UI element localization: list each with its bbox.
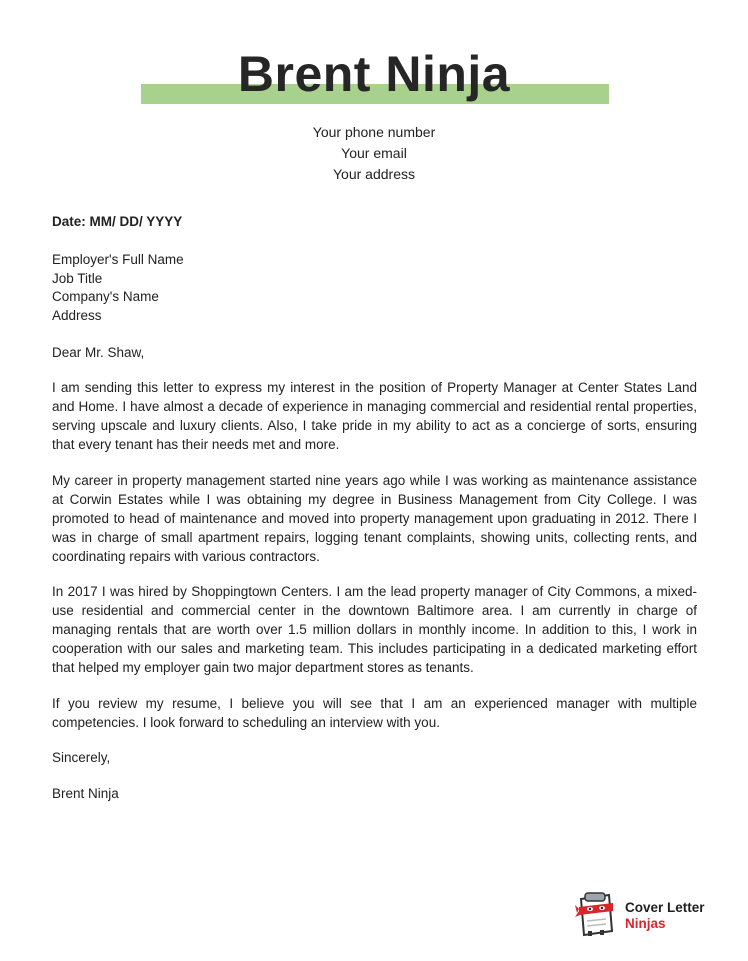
ninja-mascot-icon (575, 891, 619, 937)
letter-date: Date: MM/ DD/ YYYY (52, 214, 183, 229)
contact-phone: Your phone number (312, 124, 436, 140)
employer-block (52, 251, 184, 326)
logo-line-2: Ninjas (625, 916, 666, 931)
name-header (0, 44, 748, 108)
employer-address: Address (52, 308, 102, 324)
body-paragraph: If you review my resume, I believe you will see that I am an experienced manager with multiple competencies. I look forward to scheduling an interview with you. (52, 696, 697, 730)
contact-email: Your email (341, 145, 407, 161)
logo-wordmark (625, 900, 705, 932)
salutation: Dear Mr. Shaw, (52, 345, 145, 360)
signature: Brent Ninja (52, 786, 119, 801)
logo-line-1: Cover Letter (625, 900, 705, 915)
body-paragraph: I am sending this letter to express my interest in the position of Property Manager at Center States Land and Home. I have almost a decade of experience in managing commercial and residential rental properties, serving upscale and luxury clients. Also, I take pride in my ability to act as a concierge of sorts, ensuring that every tenant has their needs met and more. (52, 380, 697, 452)
employer-full-name: Employer's Full Name (52, 252, 184, 267)
employer-company: Company's Name (52, 289, 159, 305)
closing: Sincerely, (52, 750, 111, 765)
cover-letter-ninjas-logo (575, 891, 725, 937)
employer-job-title: Job Title (52, 270, 103, 286)
contact-address: Your address (333, 166, 415, 182)
body-paragraph: In 2017 I was hired by Shoppingtown Centers. I am the lead property manager of City Commons, a mixed-use residential and commercial center in the downtown Baltimore area. I am currently in charge of managing rentals that are worth over 1.5 million dollars in monthly income. In addition to this, I work in cooperation with our sales and marketing team. This includes participating in a dedicated marketing effort that helped my employer gain two major department stores as tenants. (52, 584, 697, 675)
applicant-name: Brent Ninja (237, 46, 511, 102)
body-paragraph: My career in property management started nine years ago while I was working as maintenance assistance at Corwin Estates while I was obtaining my degree in Business Management from City College. I was promoted to head of maintenance and moved into property management upon graduating in 2012. There I was in charge of small apartment repairs, logging tenant complaints, showing units, collecting rents, and coordinating repairs with various contractors. (52, 473, 697, 564)
contact-block (0, 122, 748, 185)
